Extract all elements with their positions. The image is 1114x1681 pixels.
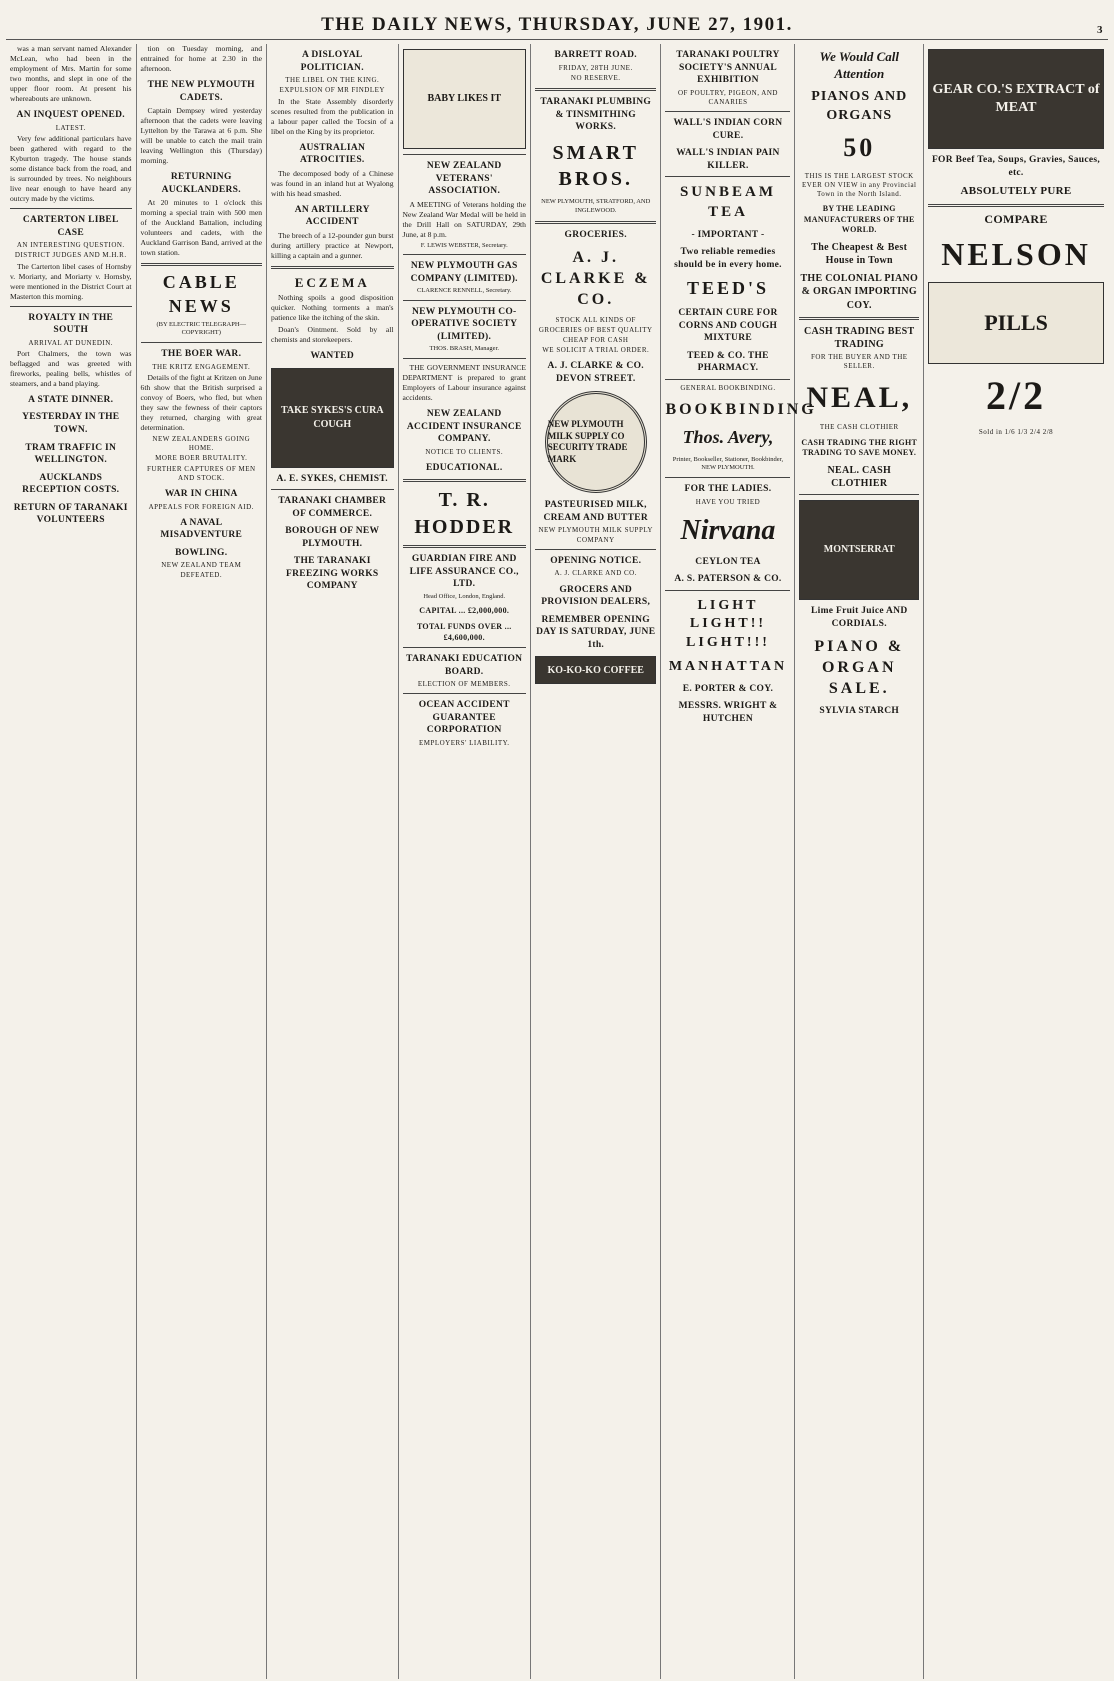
- article-text: At 20 minutes to 1 o'clock this morning a special train with 500 men of the Auckland Battalion, including volunteers and cadets, with the Auckland Garrison Band, arrived at the town station.: [140, 198, 263, 258]
- column-7: [795, 44, 924, 1679]
- heading-guardian: GUARDIAN FIRE AND LIFE ASSURANCE CO., LTD.: [409, 554, 519, 590]
- divider: [535, 88, 657, 91]
- gear-co-ad: [928, 49, 1104, 149]
- heading-tram: TRAM TRAFFIC IN WELLINGTON.: [25, 442, 117, 466]
- divider: [271, 266, 393, 269]
- heading-freezing: THE TARANAKI FREEZING WORKS COMPANY: [286, 556, 379, 592]
- subheading: HAVE YOU TRIED: [695, 497, 761, 506]
- column-4: [399, 44, 531, 1679]
- heading-grocers: GROCERS AND PROVISION DEALERS,: [541, 584, 651, 608]
- light-heading: LIGHT LIGHT!! LIGHT!!!: [686, 597, 770, 650]
- divider: [403, 358, 526, 359]
- subheading: APPEALS FOR FOREIGN AID.: [148, 502, 254, 511]
- subheading: CHEAP FOR CASH: [562, 335, 629, 344]
- heading-artillery: AN ARTILLERY ACCIDENT: [294, 204, 370, 228]
- heading-coop: NEW PLYMOUTH CO-OPERATIVE SOCIETY (LIMITED).: [411, 306, 518, 342]
- divider: [928, 204, 1104, 207]
- heading-disloyal: A DISLOYAL POLITICIAN.: [300, 50, 364, 73]
- steel-text: PILLS: [984, 310, 1048, 336]
- heading-ladies: FOR THE LADIES.: [684, 484, 772, 495]
- article-text: Port Chalmers, the town was beflagged and was greeted with fireworks, pealing bells, whistles of steamers, and a band playing.: [10, 348, 132, 388]
- heading-borough: BOROUGH OF NEW PLYMOUTH.: [285, 526, 380, 549]
- subheading: ARRIVAL AT DUNEDIN.: [28, 338, 114, 347]
- sykes-ad-text: TAKE SYKES'S CURA COUGH: [280, 405, 384, 430]
- sykes-cough-ad: [271, 368, 393, 468]
- heading-groceries: GROCERIES.: [564, 229, 627, 240]
- subheading: AN INTERESTING QUESTION.: [16, 241, 125, 250]
- subheading: STOCK ALL KINDS OF GROCERIES OF BEST QUALITY: [538, 316, 653, 334]
- column-5: [531, 44, 662, 1679]
- heading-chamber: TARANAKI CHAMBER OF COMMERCE.: [278, 496, 387, 519]
- absolutely-pure: ABSOLUTELY PURE: [960, 185, 1072, 198]
- wright-name: MESSRS. WRIGHT & HUTCHEN: [678, 701, 778, 724]
- heading-walls-pain: WALL'S INDIAN PAIN KILLER.: [676, 148, 780, 171]
- heading-yesterday: YESTERDAY IN THE TOWN.: [22, 412, 120, 435]
- divider: [665, 379, 790, 380]
- heading-eczema: ECZEMA: [294, 274, 370, 290]
- ceylon-tea: CEYLON TEA: [695, 556, 761, 567]
- divider: [271, 489, 393, 490]
- column-6: [661, 44, 817, 1679]
- divider: [10, 208, 132, 209]
- article-text: tion on Tuesday morning, and entrained for home at 2.30 in the afternoon.: [140, 44, 263, 74]
- subheading: EMPLOYERS' LIABILITY.: [418, 738, 510, 747]
- attention-heading: We Would Call Attention: [819, 49, 899, 82]
- divider: [403, 479, 526, 482]
- subheading: OF POULTRY, PIGEON, AND CANARIES: [677, 88, 778, 106]
- divider: [799, 317, 919, 320]
- subheading: THE KRITZ ENGAGEMENT.: [152, 362, 251, 371]
- cash-trading: CASH TRADING BEST TRADING: [804, 325, 915, 351]
- teed-co: TEED & CO. THE PHARMACY.: [687, 350, 769, 374]
- subheading: THE CASH CLOTHIER: [819, 423, 899, 432]
- divider: [665, 176, 790, 177]
- divider: [403, 647, 526, 648]
- gear-ad-text: GEAR CO.'S EXTRACT of MEAT: [932, 81, 1100, 115]
- masthead-title: THE DAILY NEWS, THURSDAY, JUNE 27, 1901.: [321, 14, 793, 35]
- article-text: The decomposed body of a Chinese was found in an inland hut at Wyalong with his head smashed.: [271, 168, 394, 198]
- cheapest-line: The Cheapest & Best House in Town: [811, 241, 908, 267]
- subheading: NEW ZEALAND TEAM DEFEATED.: [161, 561, 242, 579]
- capital-line: CAPITAL ... £2,000,000.: [419, 606, 510, 616]
- heading-cable-news: CABLE NEWS: [162, 272, 240, 317]
- nelson-name: NELSON: [941, 236, 1091, 273]
- heading-accident: NEW ZEALAND ACCIDENT INSURANCE COMPANY.: [406, 409, 522, 445]
- article-text: Very few additional particulars have been gathered with regard to the Kyburton tragedy. The house stands some distance back from the road, and is surrounded by trees. No neighbours live near enough to have heard any outcry made by the victims.: [10, 133, 132, 203]
- subheading: Printer, Bookseller, Stationer, Bookbinder, NEW PLYMOUTH.: [672, 455, 784, 472]
- divider: [665, 111, 790, 112]
- heading-state-dinner: A STATE DINNER.: [28, 394, 114, 405]
- heading-bowling: BOWLING.: [175, 547, 228, 558]
- subheading: A. J. CLARKE AND CO.: [554, 569, 637, 578]
- lime-line: Lime Fruit Juice AND CORDIALS.: [811, 605, 908, 629]
- heading-opening: OPENING NOTICE.: [550, 555, 642, 566]
- divider: [535, 221, 657, 224]
- subheading: THE LIBEL ON THE KING.: [285, 76, 380, 85]
- article-text: A MEETING of Veterans holding the New Zealand War Medal will be held in the Drill Hall on SATURDAY, 29th June, at 8 p.m.: [402, 199, 526, 239]
- pianos-heading: PIANOS AND ORGANS: [811, 89, 908, 123]
- heading-barrett: BARRETT ROAD.: [554, 50, 637, 60]
- baby-ad-text: BABY LIKES IT: [427, 93, 502, 105]
- article-text: Doan's Ointment. Sold by all chemists and storekeepers.: [271, 325, 394, 345]
- sykes-chemist: A. E. SYKES, CHEMIST.: [276, 473, 388, 484]
- heading-gas: NEW PLYMOUTH GAS COMPANY (LIMITED).: [410, 261, 518, 284]
- divider: [403, 254, 526, 255]
- montserrat-ad: [799, 500, 919, 600]
- montserrat-text: MONTSERRAT: [823, 544, 895, 556]
- piano-sale: PIANO & ORGAN SALE.: [814, 638, 905, 698]
- subheading: FRIDAY, 28TH JUNE.: [558, 63, 633, 72]
- subheading: NOTICE TO CLIENTS.: [425, 447, 504, 456]
- remember-line: REMEMBER OPENING DAY IS SATURDAY, JUNE 1th.: [536, 614, 656, 650]
- heading-wanted: WANTED: [310, 351, 355, 362]
- heading-milk: PASTEURISED MILK, CREAM AND BUTTER: [543, 500, 648, 523]
- koko-text: KO-KO-KO COFFEE: [547, 664, 644, 676]
- subheading: FOR THE BUYER AND THE SELLER.: [810, 353, 908, 371]
- price-figure: 2/2: [985, 372, 1047, 418]
- article-text: THE GOVERNMENT INSURANCE DEPARTMENT is prepared to grant Employers of Labour insurance against accidents.: [402, 363, 526, 403]
- subheading: ELECTION OF MEMBERS.: [417, 680, 511, 689]
- smart-bros-name: SMART BROS.: [552, 141, 639, 190]
- heading-china: WAR IN CHINA: [164, 489, 238, 500]
- bookbinding-name: BOOKBINDING: [665, 401, 817, 419]
- heading-royalty: ROYALTY IN THE SOUTH: [28, 312, 114, 336]
- divider: [403, 545, 526, 548]
- article-text: The Carterton libel cases of Hornsby v. Moriarty, and Moriarty v. Hornsby, were mentioned in the District Court at Masterton this morning.: [10, 261, 132, 301]
- manhattan-name: MANHATTAN: [668, 659, 788, 675]
- column-2: [137, 44, 268, 1679]
- subheading: NEW ZEALANDERS GOING HOME.: [152, 434, 251, 453]
- divider: [141, 263, 263, 266]
- divider: [403, 154, 526, 155]
- leading-line: BY THE LEADING MANUFACTURERS OF THE WORLD.: [803, 204, 915, 235]
- column-3: [267, 44, 398, 1679]
- heading-returning: RETURNING AUCKLANDERS.: [161, 172, 241, 195]
- article-text: Nothing spoils a good disposition quicker. Nothing torments a man's patience like the itching of the skin.: [271, 292, 394, 322]
- remedies-line: Two reliable remedies should be in every home.: [674, 247, 782, 270]
- neal-footer-2: NEAL. CASH CLOTHIER: [827, 464, 892, 489]
- article-text: Captain Dempsey wired yesterday afternoon that the cadets were leaving Lyttelton by the Tarawa at 6 p.m. She will be unable to catch the mail train leaving Wellington this (Thursday) morning.: [140, 106, 263, 166]
- subheading: EXPULSION OF MR FINDLEY: [279, 86, 385, 95]
- divider: [799, 494, 919, 495]
- divider: [403, 300, 526, 301]
- avery-name: Thos. Avery,: [682, 427, 774, 448]
- heading-carterton: CARTERTON LIBEL CASE: [22, 214, 119, 238]
- seal-text: NEW PLYMOUTH MILK SUPPLY CO SECURITY TRADE MARK: [547, 418, 628, 465]
- security-seal: [545, 391, 647, 493]
- heading-poultry: TARANAKI POULTRY SOCIETY'S ANNUAL EXHIBITION: [676, 50, 780, 86]
- sylvia-starch: SYLVIA STARCH: [819, 706, 900, 717]
- certain-cure: CERTAIN CURE FOR CORNS AND COUGH MIXTURE: [678, 308, 778, 344]
- fifty-number: 50: [843, 133, 876, 163]
- subheading: NEW PLYMOUTH MILK SUPPLY COMPANY: [538, 526, 653, 544]
- heading-inquest: AN INQUEST OPENED.: [16, 110, 125, 121]
- article-text: Details of the fight at Kritzen on June 6th show that the British surprised a convoy of Boers, who fled, but when they saw the fewness of their captors they returned, charging with great determination.: [140, 372, 263, 432]
- important-heading: - IMPORTANT -: [691, 229, 765, 240]
- beef-line: FOR Beef Tea, Soups, Gravies, Sauces, etc.: [931, 155, 1101, 178]
- signature: F. LEWIS WEBSTER, Secretary.: [420, 241, 508, 249]
- baby-food-ad: [403, 49, 526, 149]
- heading-walls: WALL'S INDIAN CORN CURE.: [673, 118, 783, 141]
- signature: CLARENCE RENNELL, Secretary.: [416, 287, 512, 295]
- koko-coffee-ad: [535, 656, 657, 684]
- subheading: Head Office, London, England.: [423, 592, 506, 600]
- heading-auckland: AUCKLANDS RECEPTION COSTS.: [22, 472, 120, 496]
- colonial-name: THE COLONIAL PIANO & ORGAN IMPORTING COY.: [800, 273, 919, 311]
- heading-education-board: TARANAKI EDUCATION BOARD.: [406, 654, 523, 677]
- heading-ocean: OCEAN ACCIDENT GUARANTEE CORPORATION: [418, 700, 510, 736]
- subheading: NEW PLYMOUTH, STRATFORD, AND INGLEWOOD.: [541, 198, 651, 214]
- price-list: Sold in 1/6 1/3 2/4 2/8: [978, 428, 1054, 437]
- heading-naval: A NAVAL MISADVENTURE: [160, 517, 243, 541]
- article-text: In the State Assembly disorderly scenes resulted from the publication in a labour paper called the Tocsin of a libel on the King by its proprietor.: [271, 96, 394, 136]
- divider: [141, 342, 263, 343]
- article-text: was a man servant named Alexander McLean, who had been in the employment of Mrs. Martin for some two months, and slept in one of the upper floor room. At present his whereabouts are unknown.: [10, 44, 132, 104]
- divider: [665, 477, 790, 478]
- subheading: GENERAL BOOKBINDING.: [680, 383, 776, 392]
- masthead: [6, 6, 1108, 40]
- clarke-address: A. J. CLARKE & CO. DEVON STREET.: [547, 361, 644, 384]
- subheading: WE SOLICIT A TRIAL ORDER.: [542, 346, 650, 355]
- heading-plumbing: TARANAKI PLUMBING & TINSMITHING WORKS.: [540, 97, 652, 133]
- heading-boer-war: THE BOER WAR.: [161, 349, 242, 360]
- neal-footer: CASH TRADING THE RIGHT TRADING TO SAVE MONEY.: [801, 437, 918, 458]
- compare-line: COMPARE: [984, 211, 1048, 226]
- teeds-name: TEED'S: [686, 278, 769, 299]
- funds-line: TOTAL FUNDS OVER ... £4,600,000.: [416, 621, 512, 642]
- columns: [6, 44, 1108, 1679]
- steel-pills-ad: [928, 282, 1104, 364]
- heading-hodder: T. R. HODDER: [414, 489, 515, 538]
- nirvana-name: Nirvana: [680, 514, 776, 546]
- heading-australia: AUSTRALIAN ATROCITIES.: [299, 142, 366, 166]
- column-8: [924, 44, 1108, 1679]
- subheading: LATEST.: [55, 123, 86, 132]
- divider: [10, 306, 132, 307]
- subheading: MORE BOER BRUTALITY.: [155, 454, 248, 463]
- signature: THOS. BRASH, Manager.: [429, 345, 499, 353]
- page-number: 3: [1097, 24, 1104, 36]
- heading-return: RETURN OF TARANAKI VOLUNTEERS: [13, 502, 128, 526]
- subheading: THIS IS THE LARGEST STOCK EVER ON VIEW in any Provincial Town in the North Island.: [802, 171, 917, 199]
- heading-veterans: NEW ZEALAND VETERANS' ASSOCIATION.: [426, 161, 502, 197]
- heading-cadets: THE NEW PLYMOUTH CADETS.: [147, 80, 255, 103]
- article-text: The breech of a 12-pounder gun burst during artillery practice at Newport, killing a captain and a gunner.: [271, 230, 394, 260]
- heading-educational: EDUCATIONAL.: [425, 462, 503, 473]
- divider: [403, 693, 526, 694]
- clarke-name: A. J. CLARKE & CO.: [540, 249, 651, 309]
- subheading: DISTRICT JUDGES AND M.H.R.: [14, 251, 127, 260]
- column-1: [6, 44, 137, 1679]
- paterson-name: A. S. PATERSON & CO.: [674, 574, 782, 585]
- subheading: FURTHER CAPTURES OF MEN AND STOCK.: [147, 464, 256, 482]
- divider: [665, 590, 790, 591]
- sunbeam-tea: SUNBEAM TEA: [679, 184, 776, 220]
- subheading: (BY ELECTRIC TELEGRAPH—COPYRIGHT): [156, 320, 247, 337]
- divider: [535, 549, 657, 550]
- subheading: NO RESERVE.: [570, 73, 621, 82]
- neal-name: NEAL,: [806, 380, 913, 414]
- porter-name: E. PORTER & COY.: [682, 683, 774, 694]
